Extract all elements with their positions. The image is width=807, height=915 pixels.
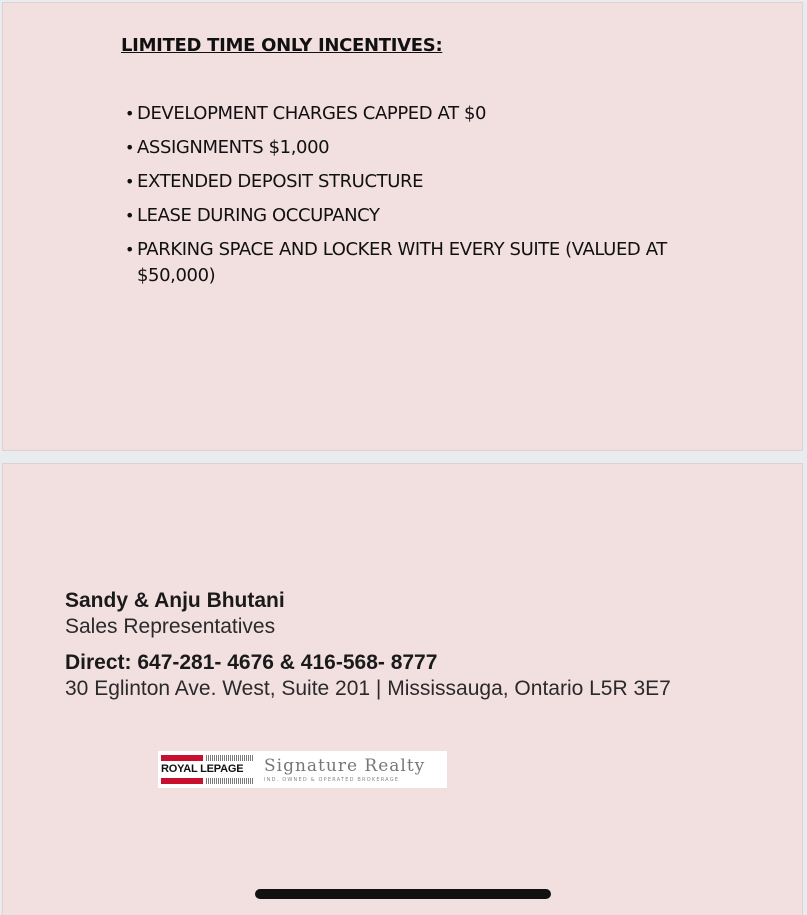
incentive-text: EXTENDED DEPOSIT STRUCTURE bbox=[137, 171, 424, 192]
bullet-icon: • bbox=[125, 104, 135, 123]
brokerage-logo bbox=[158, 751, 447, 788]
bullet-icon: • bbox=[125, 240, 135, 259]
incentive-text: ASSIGNMENTS $1,000 bbox=[137, 137, 330, 158]
incentive-text: PARKING SPACE AND LOCKER WITH EVERY SUITE (VALUED AT $50,000) bbox=[137, 239, 667, 286]
logo-name-text: Signature Realty bbox=[264, 756, 426, 776]
incentives-card bbox=[2, 2, 803, 451]
list-item bbox=[125, 169, 735, 195]
list-item bbox=[125, 135, 735, 161]
bullet-icon: • bbox=[125, 206, 135, 225]
incentives-title: LIMITED TIME ONLY INCENTIVES: bbox=[121, 35, 443, 56]
incentive-text: LEASE DURING OCCUPANCY bbox=[137, 205, 380, 226]
agent-name: Sandy & Anju Bhutani bbox=[65, 589, 285, 612]
agent-address: 30 Eglinton Ave. West, Suite 201 | Mississauga, Ontario L5R 3E7 bbox=[65, 677, 671, 700]
list-item bbox=[125, 203, 735, 229]
incentive-list bbox=[125, 101, 735, 297]
list-item bbox=[125, 101, 735, 127]
agent-info bbox=[65, 588, 671, 702]
contact-card bbox=[2, 463, 803, 915]
incentive-text: DEVELOPMENT CHARGES CAPPED AT $0 bbox=[137, 103, 487, 124]
bullet-icon: • bbox=[125, 172, 135, 191]
list-item bbox=[125, 237, 735, 289]
agent-role: Sales Representatives bbox=[65, 615, 276, 638]
logo-brand-text: ROYAL LEPAGE bbox=[161, 763, 244, 775]
logo-tagline-text: IND. OWNED & OPERATED BROKERAGE bbox=[264, 777, 400, 783]
logo-stripe-top bbox=[161, 755, 254, 761]
home-indicator[interactable] bbox=[255, 889, 551, 899]
logo-stripe-bottom bbox=[161, 778, 254, 784]
agent-phone: Direct: 647-281- 4676 & 416-568- 8777 bbox=[65, 651, 438, 674]
bullet-icon: • bbox=[125, 138, 135, 157]
royal-lepage-logo bbox=[158, 751, 254, 788]
signature-realty-logo bbox=[254, 756, 447, 783]
